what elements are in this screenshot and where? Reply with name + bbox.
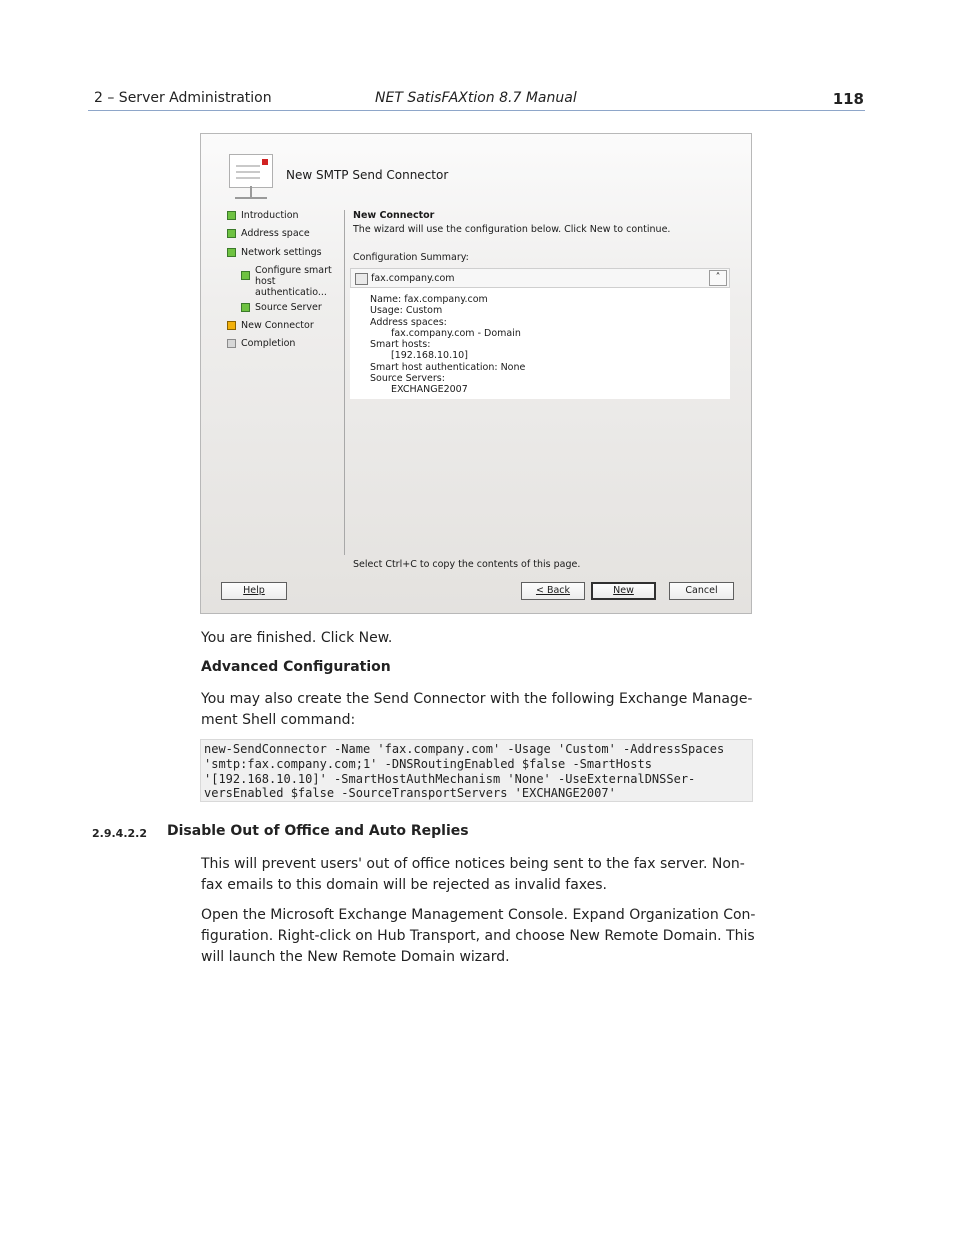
summary-line: Smart hosts: xyxy=(370,339,431,351)
code-block xyxy=(200,739,753,802)
section-title: Disable Out of Office and Auto Replies xyxy=(167,823,469,839)
summary-line: Smart host authentication: None xyxy=(370,361,526,373)
content-description: The wizard will use the configuration below. Click New to continue. xyxy=(353,224,671,235)
section-number: 2.9.4.2.2 xyxy=(92,827,147,840)
step-address-space[interactable]: Address space xyxy=(227,228,310,239)
summary-line: Usage: Custom xyxy=(370,305,443,317)
step-pending-icon xyxy=(227,339,236,348)
summary-line: fax.company.com - Domain xyxy=(391,327,521,339)
header-manual-title: NET SatisFAXtion 8.7 Manual xyxy=(375,90,577,106)
summary-line: [192.168.10.10] xyxy=(391,350,468,362)
step-done-icon xyxy=(227,248,236,257)
summary-line: Name: fax.company.com xyxy=(370,294,488,305)
step-done-icon xyxy=(227,211,236,220)
code-line: new-SendConnector -Name 'fax.company.com' -Usage 'Custom' -AddressSpaces xyxy=(204,742,725,756)
cancel-button[interactable]: Cancel xyxy=(669,582,734,600)
content-title: New Connector xyxy=(353,210,435,221)
advanced-heading: Advanced Configuration xyxy=(201,659,391,675)
step-completion[interactable]: Completion xyxy=(227,338,295,349)
step-new-connector[interactable]: New Connector xyxy=(227,320,314,331)
divider xyxy=(344,210,345,555)
server-icon xyxy=(355,273,368,285)
wizard-title: New SMTP Send Connector xyxy=(286,168,449,182)
header-section: 2 – Server Administration xyxy=(94,90,272,106)
copy-hint: Select Ctrl+C to copy the contents of this page. xyxy=(353,559,581,570)
wizard-screenshot xyxy=(200,133,752,614)
code-line: 'smtp:fax.company.com;1' -DNSRoutingEnabled $false -SmartHosts xyxy=(204,756,652,771)
help-button[interactable]: Help xyxy=(221,582,287,600)
step-current-icon xyxy=(227,321,236,330)
step-done-icon xyxy=(241,271,250,280)
smtp-connector-icon xyxy=(229,154,273,188)
header-page-number: 118 xyxy=(832,90,864,108)
advanced-text: You may also create the Send Connector with the following Exchange Manage- ment Shell command: xyxy=(201,691,753,728)
summary-header xyxy=(350,268,730,288)
step-source-server[interactable]: Source Server xyxy=(241,302,322,313)
paragraph-2: Open the Microsoft Exchange Management Console. Expand Organization Con- figuration. Right-click on Hub Transport, and choose New Remote Domain. This will launch the New Remote Domain wizard. xyxy=(201,907,756,965)
step-smart-host-auth[interactable]: Configure smart host authenticatio... xyxy=(241,265,341,298)
code-line: versEnabled $false -SourceTransportServers 'EXCHANGE2007' xyxy=(204,786,616,801)
summary-header-label: fax.company.com xyxy=(371,273,455,284)
new-button[interactable]: New xyxy=(591,582,656,600)
back-button[interactable]: < Back xyxy=(521,582,585,600)
step-done-icon xyxy=(241,303,250,312)
collapse-icon[interactable]: ˄ xyxy=(709,270,727,286)
wizard-content xyxy=(353,210,733,396)
summary-line: Source Servers: xyxy=(370,373,445,385)
summary-line: EXCHANGE2007 xyxy=(391,384,468,396)
finished-text: You are finished. Click New. xyxy=(201,630,393,646)
summary-body xyxy=(350,288,730,399)
page-header xyxy=(88,88,865,111)
paragraph-1: This will prevent users' out of office notices being sent to the fax server. Non- fax emails to this domain will be rejected as invalid faxes. xyxy=(201,856,745,893)
step-introduction[interactable]: Introduction xyxy=(227,210,299,221)
config-summary-label: Configuration Summary: xyxy=(353,252,469,263)
step-done-icon xyxy=(227,229,236,238)
step-network-settings[interactable]: Network settings xyxy=(227,247,322,258)
summary-line: Address spaces: xyxy=(370,316,447,328)
code-line: '[192.168.10.10]' -SmartHostAuthMechanism 'None' -UseExternalDNSSer- xyxy=(204,771,696,786)
